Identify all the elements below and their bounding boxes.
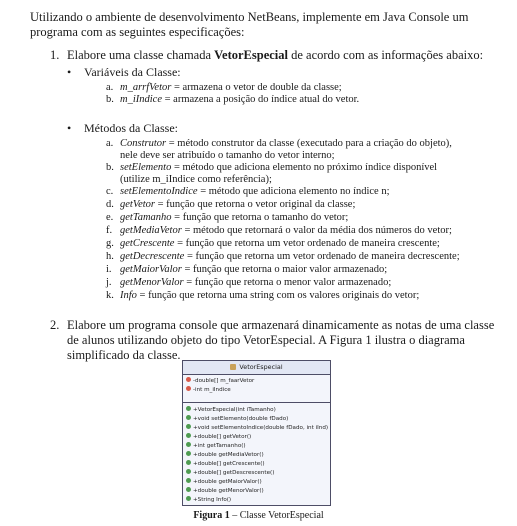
method-g-letter: g. [106,238,114,249]
question-2-number: 2. [50,318,60,332]
method-b-line2: (utilize m_iIndice como referência); [120,174,272,185]
method-j-desc: = função que retorna o menor valor armazenado; [183,277,392,288]
public-icon [186,433,191,438]
bullet-icon: • [67,65,72,79]
method-e-desc: = função que retorna o tamanho do vetor; [171,212,349,223]
method-a-letter: a. [106,138,114,149]
method-a-name: Construtor [120,138,167,149]
public-icon [186,442,191,447]
uml-attributes [183,375,330,403]
method-b-desc: = método que adiciona elemento no próximo índice disponível [171,162,438,173]
uml-method-text: +double getMenorValor() [193,488,264,494]
uml-method [186,415,327,424]
question-1-text-post: de acordo com as informações abaixo: [288,48,484,62]
public-icon [186,496,191,501]
public-icon [186,478,191,483]
uml-method-text: +VetorEspecial(int iTamanho) [193,407,276,413]
method-c-letter: c. [106,186,114,197]
variable-b-desc: = armazena a posição do índice atual do vetor. [162,94,360,105]
uml-class-header [183,361,330,375]
method-i-name: getMaiorValor [120,264,182,275]
public-icon [186,487,191,492]
uml-attribute [186,386,327,395]
method-e-letter: e. [106,212,114,223]
method-b-text [120,162,510,174]
question-2-line2: de alunos utilizando objeto do tipo VetorEspecial. A Figura 1 ilustra o diagrama [67,333,465,347]
method-i-text [120,264,510,276]
figure-caption-label: Figura 1 [193,510,230,521]
method-k-letter: k. [106,290,114,301]
private-icon [186,377,191,382]
method-g-desc: = função que retorna um vetor ordenado de maneira crescente; [174,238,440,249]
method-h-text [120,251,510,263]
uml-method-text: +String Info() [193,497,232,503]
variables-title: Variáveis da Classe: [84,65,181,79]
method-c-text [120,186,510,198]
method-j-name: getMenorValor [120,277,184,288]
method-b-name: setElemento [120,162,172,173]
private-icon [186,386,191,391]
uml-attribute [186,377,327,386]
uml-method [186,433,327,442]
figure-caption [0,510,517,521]
variable-a-text [120,82,500,94]
method-e-text [120,212,510,224]
uml-method-text: +double getMaiorValor() [193,479,262,485]
question-1-text-pre: Elabore uma classe chamada [67,48,215,62]
method-f-name: getMediaVetor [120,225,182,236]
method-k-desc: = função que retorna uma string com os valores originais do vetor; [136,290,420,301]
method-a-line2: nele deve ser atribuído o tamanho do vetor interno; [120,150,335,161]
method-a-text [120,138,510,150]
variable-b-letter: b. [106,94,114,105]
method-h-letter: h. [106,251,114,262]
methods-title: Métodos da Classe: [84,121,178,135]
method-d-letter: d. [106,199,114,210]
uml-method [186,469,327,478]
public-icon [186,460,191,465]
method-k-name: Info [120,290,137,301]
variable-b-name: m_iIndice [120,94,162,105]
method-h-name: getDecrescente [120,251,185,262]
variable-a-desc: = armazena o vetor de double da classe; [171,82,342,93]
uml-method-text: +double[] getVetor() [193,434,252,440]
uml-method-text: +int getTamanho() [193,443,246,449]
method-h-desc: = função que retorna um vetor ordenado de maneira decrescente; [184,251,460,262]
question-1-number: 1. [50,48,60,62]
public-icon [186,415,191,420]
uml-attribute-text: -double[] m_faarVetor [193,378,255,384]
public-icon [186,406,191,411]
figure-caption-text: – Classe VetorEspecial [229,510,324,521]
method-k-text [120,290,510,302]
uml-method-text: +void setElemento(double fDado) [193,416,289,422]
method-c-name: setElementoIndice [120,186,198,197]
variable-b-text [120,94,500,106]
method-j-text [120,277,510,289]
method-d-name: getVetor [120,199,155,210]
method-i-letter: i. [106,264,112,275]
public-icon [186,469,191,474]
uml-method [186,442,327,451]
class-icon [230,364,236,370]
uml-method [186,424,327,433]
question-1-class-name: VetorEspecial [214,48,288,62]
uml-method-text: +void setElementoIndice(double fDado, int iInd) [193,425,329,431]
method-c-desc: = método que adiciona elemento no índice n; [197,186,390,197]
method-b-letter: b. [106,162,114,173]
uml-method [186,487,327,496]
method-f-desc: = método que retornará o valor da média dos números do vetor; [181,225,452,236]
question-1-text [67,48,497,63]
method-i-desc: = função que retorna o maior valor armazenado; [181,264,388,275]
variable-a-name: m_arrfVetor [120,82,172,93]
question-2-line1: Elabore um programa console que armazenará dinamicamente as notas de uma classe [67,318,495,332]
intro-paragraph: Utilizando o ambiente de desenvolvimento NetBeans, implemente em Java Console um programa com as seguintes especificações: [30,10,469,39]
variable-a-letter: a. [106,82,114,93]
uml-method-text: +double[] getDescrescente() [193,470,275,476]
method-a-desc: = método construtor da classe (executado para a criação do objeto), [166,138,452,149]
bullet-icon: • [67,121,72,135]
method-f-text [120,225,510,237]
public-icon [186,424,191,429]
uml-method [186,406,327,415]
method-g-text [120,238,510,250]
public-icon [186,451,191,456]
method-e-name: getTamanho [120,212,172,223]
uml-method [186,460,327,469]
question-2-line3: simplificado da classe. [67,348,181,362]
method-d-desc: = função que retorna o vetor original da classe; [155,199,356,210]
method-d-text [120,199,510,211]
method-f-letter: f. [106,225,113,236]
uml-class-name: VetorEspecial [239,363,283,371]
uml-methods [183,403,330,508]
uml-method-text: +double getMediaVetor() [193,452,264,458]
uml-class-diagram [182,360,331,506]
uml-method-text: +double[] getCrescente() [193,461,265,467]
uml-method [186,478,327,487]
method-j-letter: j. [106,277,112,288]
method-g-name: getCrescente [120,238,175,249]
uml-method [186,451,327,460]
uml-attribute-text: -int m_iIndice [193,387,231,393]
uml-method [186,496,327,505]
